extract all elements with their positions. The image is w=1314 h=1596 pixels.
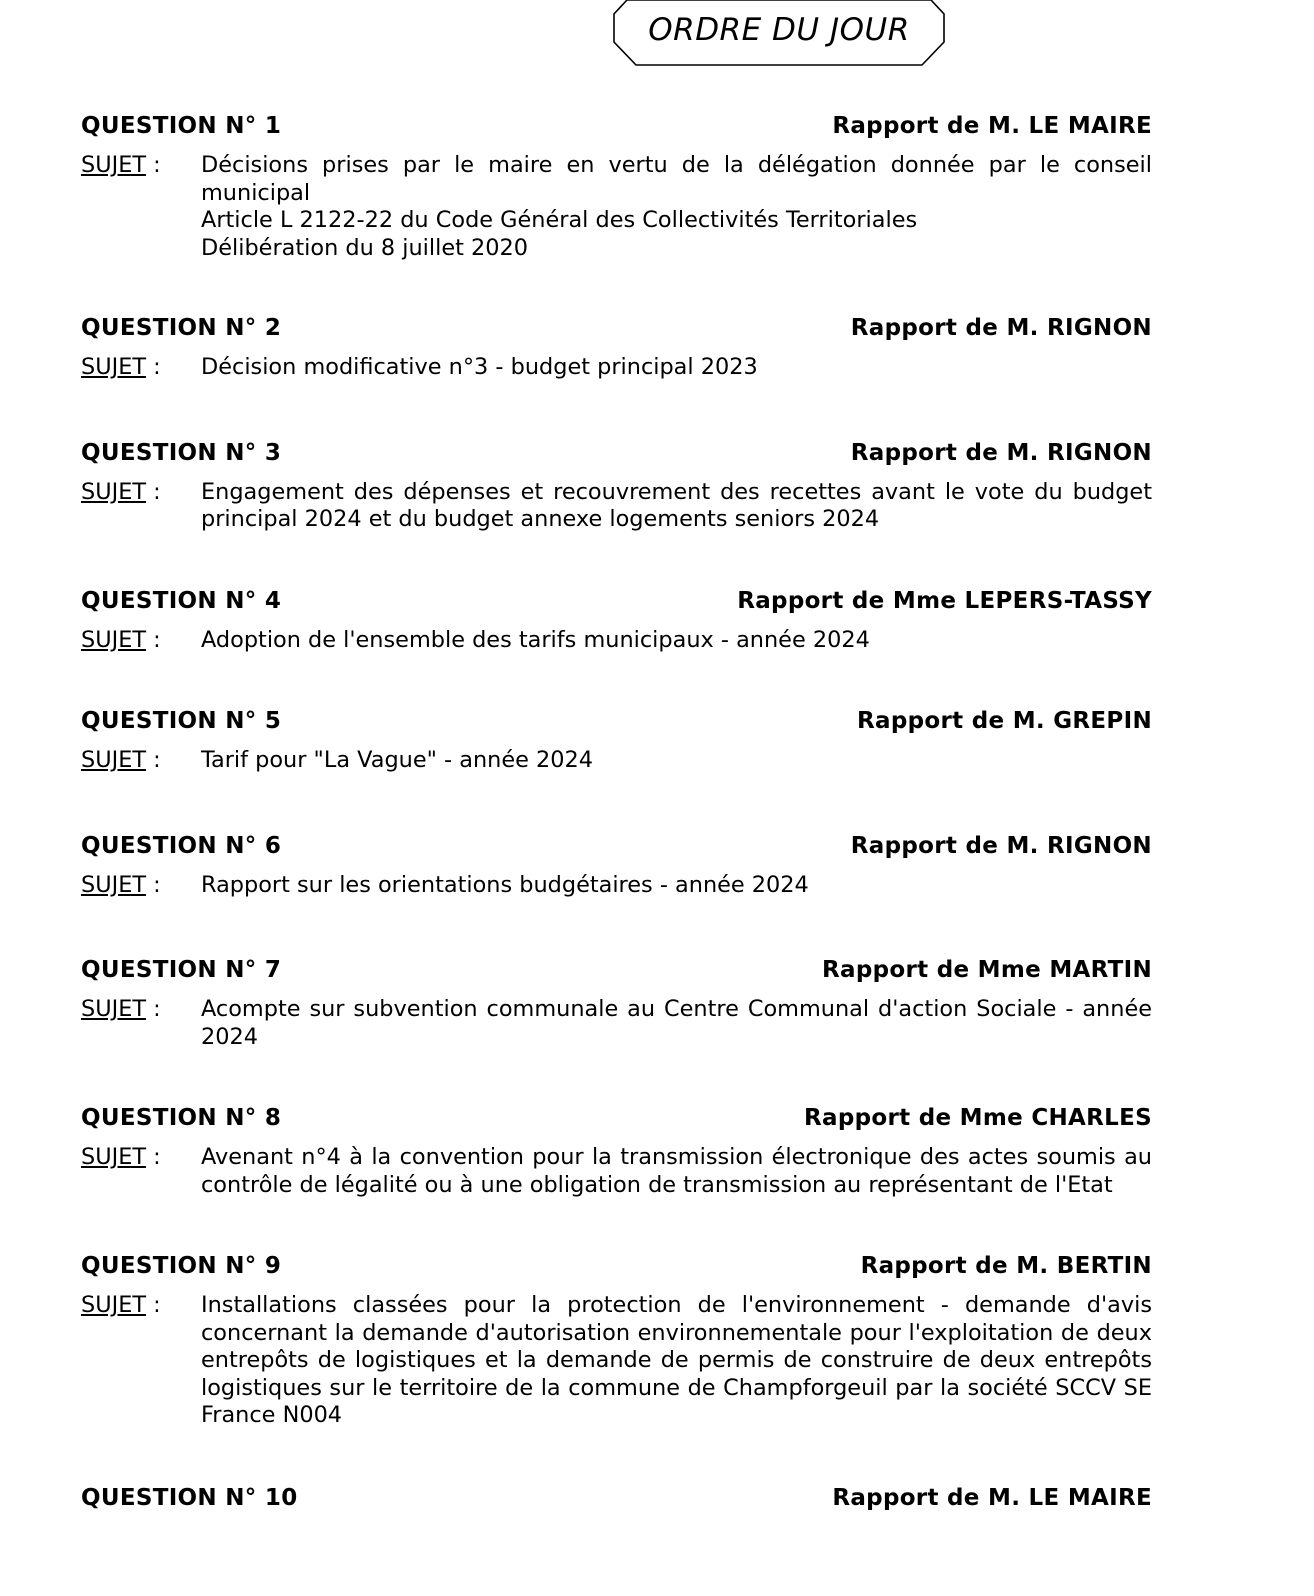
question-rapporteur: Rapport de Mme MARTIN — [822, 957, 1152, 983]
question-subject-row — [81, 354, 1152, 382]
page-title: ORDRE DU JOUR — [648, 12, 910, 48]
subject-label: SUJET : — [81, 626, 161, 653]
agenda-list — [81, 106, 1152, 1518]
subject-label: SUJET : — [81, 996, 161, 1022]
question-header — [81, 308, 1152, 348]
question-rapporteur: Rapport de Mme CHARLES — [803, 1105, 1152, 1131]
question-item — [81, 826, 1152, 900]
question-item — [81, 950, 1152, 1051]
subject-text: Engagement des dépenses et recouvrement des recettes avant le vote du budget principal 2024 et du budget annexe logements seniors 2024 — [201, 478, 1152, 532]
question-item — [81, 1478, 1152, 1518]
subject-text: Tarif pour "La Vague" - année 2024 — [201, 747, 593, 773]
question-number: QUESTION N° 4 — [81, 587, 282, 614]
question-item — [81, 1098, 1152, 1199]
question-header — [81, 106, 1152, 146]
title-box — [613, 0, 945, 66]
subject-label: SUJET : — [81, 152, 161, 178]
subject-label: SUJET : — [81, 1292, 161, 1318]
question-number: QUESTION N° 6 — [81, 832, 282, 859]
question-rapporteur: Rapport de M. RIGNON — [850, 832, 1152, 859]
subject-label: SUJET : — [81, 871, 161, 898]
question-header — [81, 1246, 1152, 1286]
subject-text: Installations classées pour la protection de l'environnement - demande d'avis concernant la demande d'autorisation environnementale pour l'exploitation de deux entrepôts de logistiques et la demande de permis de construire de deux entrepôts logistiques sur le territoire de la commune de Champforgeuil par la société SCCV SE France N004 — [201, 1292, 1152, 1428]
question-rapporteur: Rapport de M. BERTIN — [860, 1253, 1152, 1279]
question-item — [81, 308, 1152, 382]
subject-text: Adoption de l'ensemble des tarifs municipaux - année 2024 — [201, 626, 870, 653]
question-item — [81, 1246, 1152, 1430]
question-header — [81, 1478, 1152, 1518]
question-rapporteur: Rapport de M. GREPIN — [857, 708, 1152, 734]
question-number: QUESTION N° 5 — [81, 708, 282, 734]
question-subject-row — [81, 872, 1152, 900]
question-header — [81, 701, 1152, 741]
question-subject-row — [81, 627, 1152, 655]
question-number: QUESTION N° 7 — [81, 957, 282, 983]
question-item — [81, 106, 1152, 262]
question-rapporteur: Rapport de M. LE MAIRE — [832, 1484, 1152, 1511]
question-rapporteur: Rapport de M. RIGNON — [850, 315, 1152, 341]
question-header — [81, 950, 1152, 990]
subject-label: SUJET : — [81, 1144, 161, 1170]
subject-extra-line: Délibération du 8 juillet 2020 — [201, 234, 528, 261]
question-header — [81, 581, 1152, 621]
question-header — [81, 433, 1152, 473]
subject-text — [201, 152, 1152, 262]
question-item — [81, 581, 1152, 655]
question-subject-row — [81, 479, 1152, 534]
question-subject-row — [81, 1292, 1152, 1430]
question-header — [81, 826, 1152, 866]
question-number: QUESTION N° 10 — [81, 1484, 298, 1511]
question-subject-row — [81, 996, 1152, 1051]
question-number: QUESTION N° 3 — [81, 439, 282, 466]
subject-text: Rapport sur les orientations budgétaires - année 2024 — [201, 871, 809, 898]
question-number: QUESTION N° 2 — [81, 315, 282, 341]
question-item — [81, 701, 1152, 775]
question-number: QUESTION N° 8 — [81, 1105, 282, 1131]
subject-text: Acompte sur subvention communale au Centre Communal d'action Sociale - année 2024 — [201, 996, 1152, 1050]
subject-label: SUJET : — [81, 354, 161, 380]
subject-extra-line: Article L 2122-22 du Code Général des Collectivités Territoriales — [201, 207, 918, 233]
question-header — [81, 1098, 1152, 1138]
question-rapporteur: Rapport de M. RIGNON — [850, 439, 1152, 466]
question-rapporteur: Rapport de M. LE MAIRE — [832, 113, 1152, 139]
question-subject-row — [81, 747, 1152, 775]
subject-main: Décisions prises par le maire en vertu de la délégation donnée par le conseil municipal — [201, 152, 1152, 206]
subject-text: Avenant n°4 à la convention pour la transmission électronique des actes soumis au contrôle de légalité ou à une obligation de transmission au représentant de l'Etat — [201, 1144, 1152, 1198]
question-subject-row — [81, 1144, 1152, 1199]
question-item — [81, 433, 1152, 534]
question-number: QUESTION N° 9 — [81, 1253, 282, 1279]
question-subject-row — [81, 152, 1152, 262]
question-rapporteur: Rapport de Mme LEPERS-TASSY — [737, 587, 1152, 614]
subject-label: SUJET : — [81, 478, 161, 505]
title-area — [0, 0, 1314, 66]
subject-label: SUJET : — [81, 747, 161, 773]
subject-text: Décision modificative n°3 - budget principal 2023 — [201, 354, 758, 380]
question-number: QUESTION N° 1 — [81, 113, 282, 139]
